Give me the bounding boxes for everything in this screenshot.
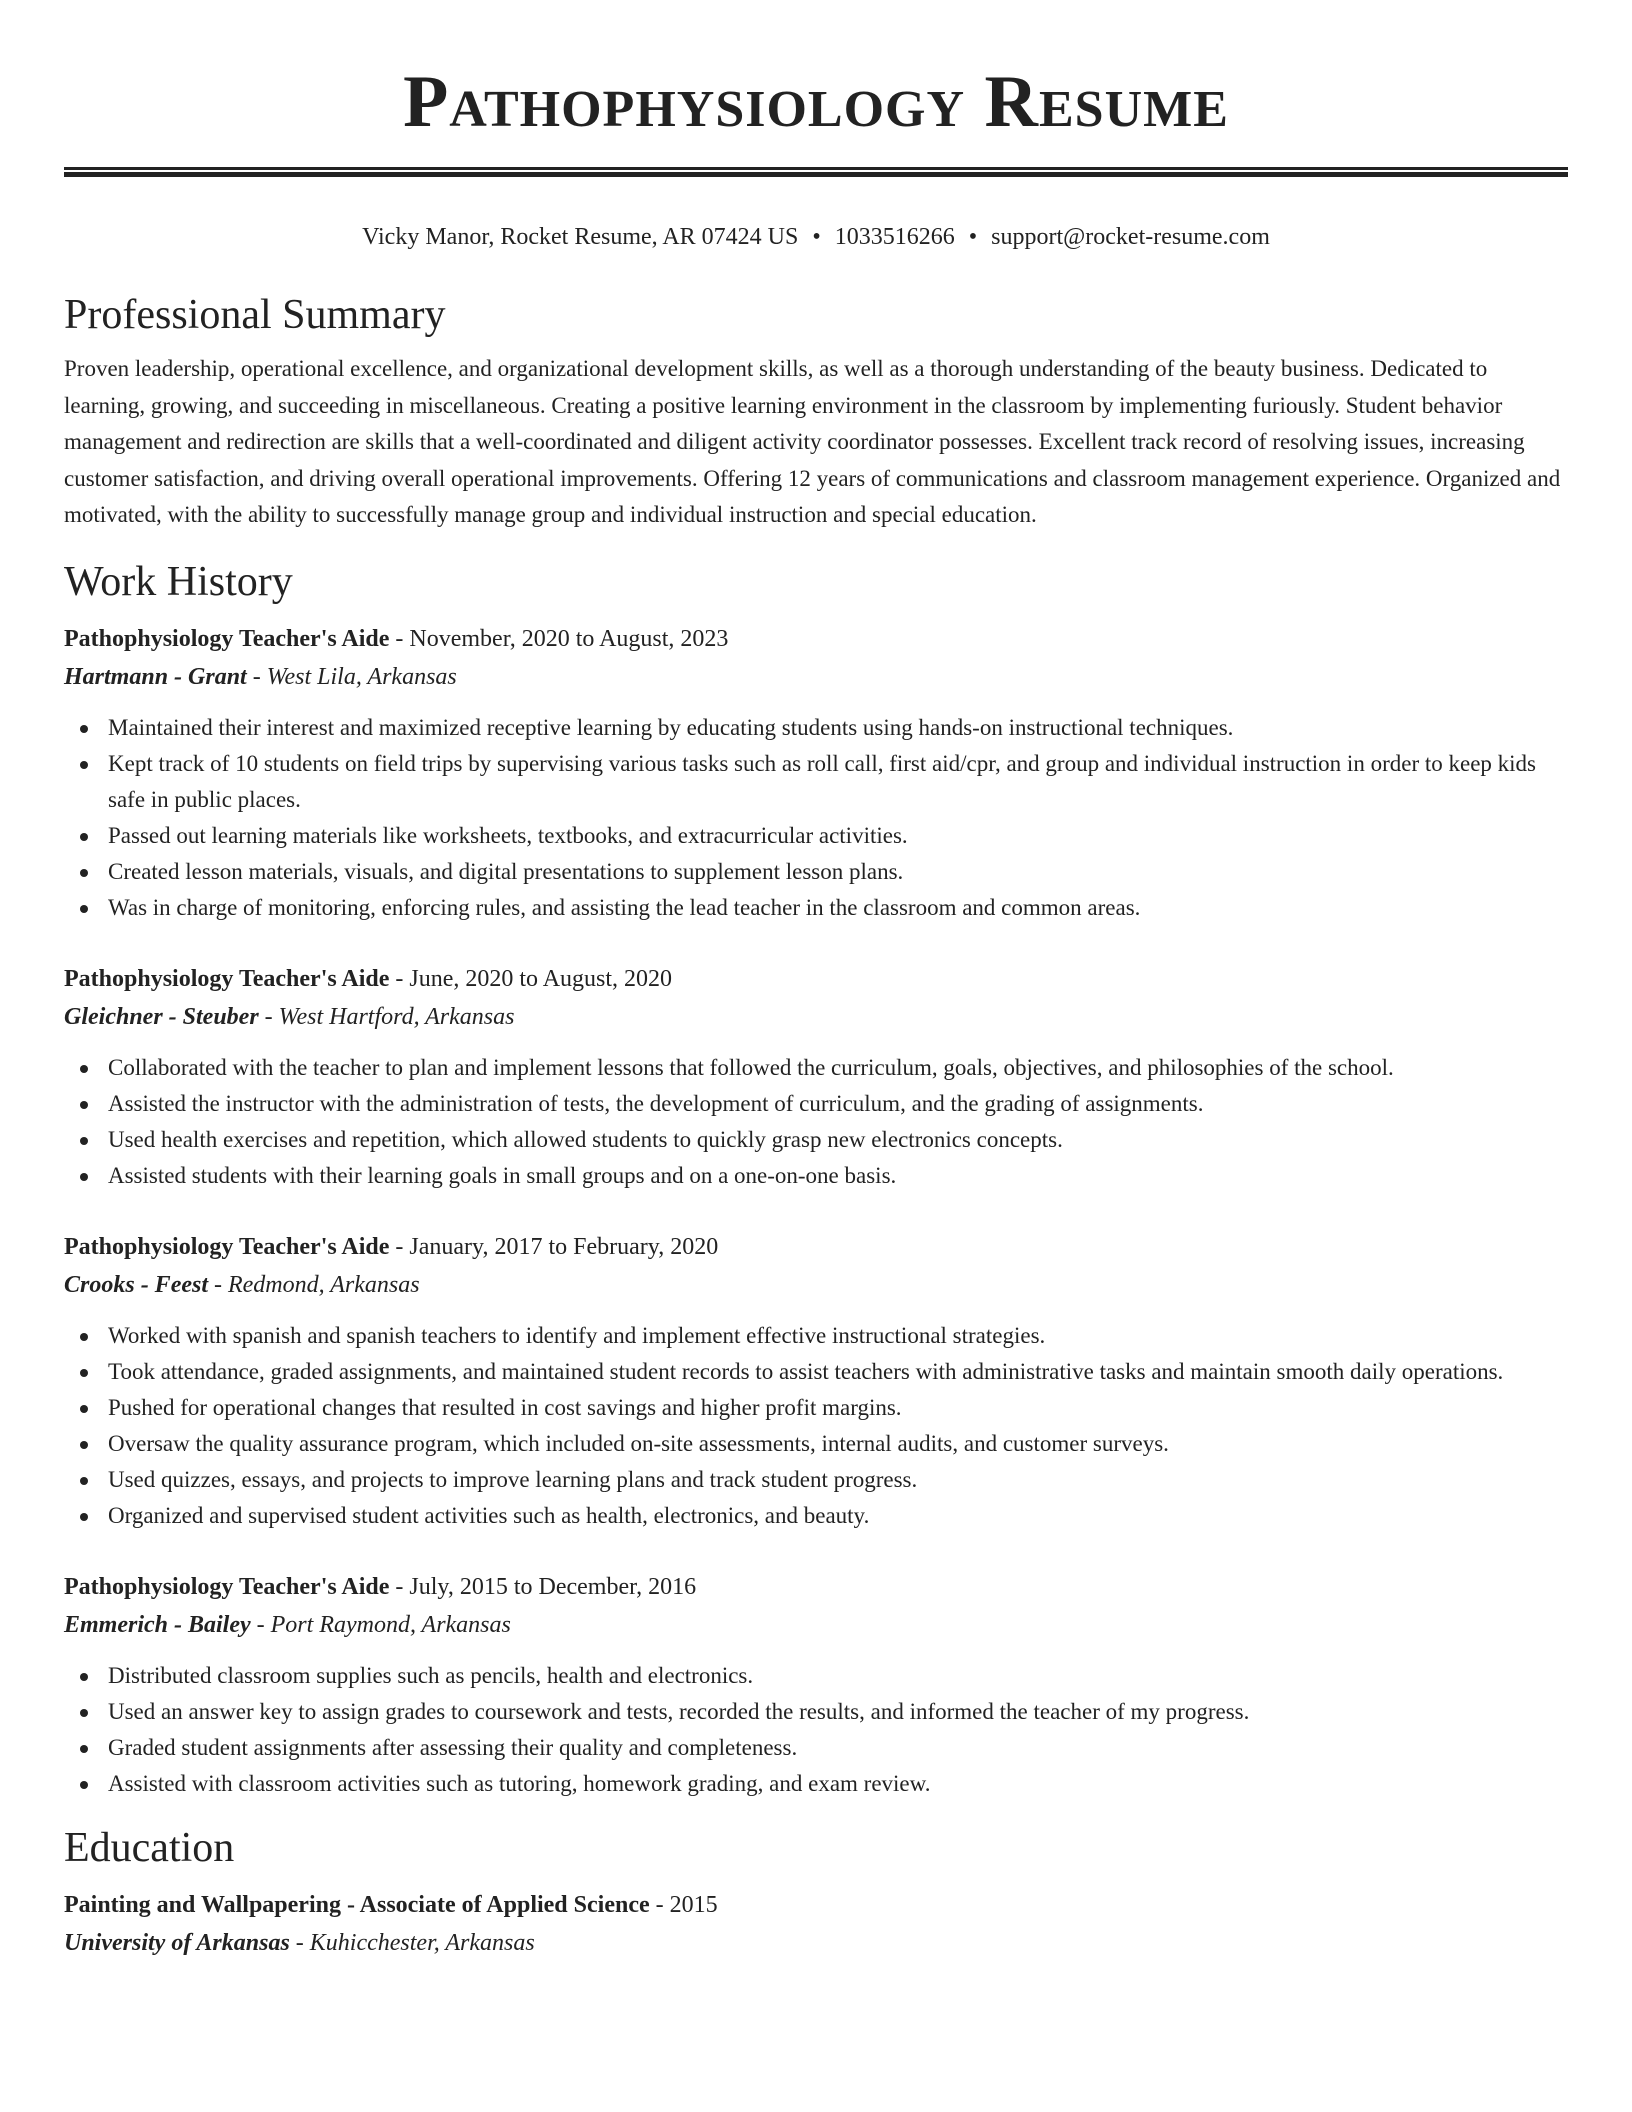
job-bullet: Assisted with classroom activities such as tutoring, homework grading, and exam review. (64, 1766, 1568, 1802)
job-location: - West Lila, Arkansas (246, 663, 457, 690)
contact-phone: 1033516266 (834, 224, 955, 250)
job-entry (64, 960, 1568, 1194)
job-company: Hartmann - Grant (64, 663, 247, 690)
job-company: Gleichner - Steuber (64, 1003, 259, 1030)
job-title-line (64, 1568, 1568, 1606)
page-title: Pathophysiology Resume (403, 61, 1229, 143)
work-history-list (64, 620, 1568, 1802)
job-role: Pathophysiology Teacher's Aide (64, 1573, 390, 1600)
job-company-line (64, 998, 1568, 1036)
job-bullet-list (64, 1318, 1568, 1534)
job-bullet: Distributed classroom supplies such as pencils, health and electronics. (64, 1658, 1568, 1694)
education-entry (64, 1886, 1568, 1962)
job-bullet: Used health exercises and repetition, which allowed students to quickly grasp new electronics concepts. (64, 1122, 1568, 1158)
job-location: - West Hartford, Arkansas (258, 1003, 515, 1030)
job-bullet: Collaborated with the teacher to plan and implement lessons that followed the curriculum, goals, objectives, and philosophies of the school. (64, 1050, 1568, 1086)
education-heading: Education (64, 1824, 235, 1871)
job-entry (64, 1568, 1568, 1802)
job-role: Pathophysiology Teacher's Aide (64, 1233, 390, 1260)
job-dates: - November, 2020 to August, 2023 (389, 625, 729, 652)
education-year: - 2015 (649, 1891, 718, 1918)
job-dates: - July, 2015 to December, 2016 (389, 1573, 697, 1600)
education-degree-line (64, 1886, 1568, 1924)
job-bullet: Assisted the instructor with the administration of tests, the development of curriculum, and the grading of assignments. (64, 1086, 1568, 1122)
education-list (64, 1886, 1568, 1962)
job-entry (64, 620, 1568, 926)
work-history-heading: Work History (64, 558, 293, 605)
job-location: - Redmond, Arkansas (208, 1271, 420, 1298)
education-school-line (64, 1924, 1568, 1962)
job-bullet: Maintained their interest and maximized receptive learning by educating students using hands-on instructional techniques. (64, 710, 1568, 746)
title-divider (64, 167, 1568, 177)
job-company-line (64, 1606, 1568, 1644)
contact-address: Vicky Manor, Rocket Resume, AR 07424 US (362, 224, 799, 250)
job-bullet: Graded student assignments after assessing their quality and completeness. (64, 1730, 1568, 1766)
job-company: Crooks - Feest (64, 1271, 208, 1298)
contact-email: support@rocket-resume.com (991, 224, 1270, 250)
contact-separator: • (812, 224, 821, 250)
job-bullet: Used an answer key to assign grades to coursework and tests, recorded the results, and informed the teacher of my progress. (64, 1694, 1568, 1730)
job-bullet: Kept track of 10 students on field trips by supervising various tasks such as roll call, first aid/cpr, and group and individual instruction in order to keep kids safe in public places. (64, 746, 1568, 818)
job-title-line (64, 620, 1568, 658)
job-bullet: Worked with spanish and spanish teachers to identify and implement effective instructional strategies. (64, 1318, 1568, 1354)
job-bullet: Passed out learning materials like worksheets, textbooks, and extracurricular activities. (64, 818, 1568, 854)
education-degree: Painting and Wallpapering - Associate of Applied Science (64, 1891, 650, 1918)
job-bullet: Took attendance, graded assignments, and maintained student records to assist teachers with administrative tasks and maintain smooth daily operations. (64, 1354, 1568, 1390)
job-bullet: Used quizzes, essays, and projects to improve learning plans and track student progress. (64, 1462, 1568, 1498)
job-title-line (64, 960, 1568, 998)
job-company: Emmerich - Bailey (64, 1611, 251, 1638)
job-dates: - June, 2020 to August, 2020 (389, 965, 673, 992)
job-bullet-list (64, 710, 1568, 926)
job-bullet: Pushed for operational changes that resulted in cost savings and higher profit margins. (64, 1390, 1568, 1426)
contact-line (64, 221, 1568, 253)
job-bullet: Created lesson materials, visuals, and digital presentations to supplement lesson plans. (64, 854, 1568, 890)
summary-text: Proven leadership, operational excellence, and organizational development skills, as well as a thorough understanding of the beauty business. Dedicated to learning, growing, and succeeding in miscellaneous. Creating a positive learning environment in the classroom by implementing furiously. Student behavior management and redirection are skills that a well-coordinated and diligent activity coordinator possesses. Excellent track record of resolving issues, increasing customer satisfaction, and driving overall operational improvements. Offering 12 years of communications and classroom management experience. Organized and motivated, with the ability to successfully manage group and individual instruction and special education. (64, 356, 1561, 527)
job-spacer (64, 1534, 1568, 1568)
education-location: - Kuhicchester, Arkansas (289, 1929, 535, 1956)
job-spacer (64, 1194, 1568, 1228)
job-title-line (64, 1228, 1568, 1266)
job-bullet: Was in charge of monitoring, enforcing rules, and assisting the lead teacher in the classroom and common areas. (64, 890, 1568, 926)
job-role: Pathophysiology Teacher's Aide (64, 625, 390, 652)
job-bullet: Organized and supervised student activities such as health, electronics, and beauty. (64, 1498, 1568, 1534)
job-bullet: Assisted students with their learning goals in small groups and on a one-on-one basis. (64, 1158, 1568, 1194)
job-company-line (64, 658, 1568, 696)
education-school: University of Arkansas (64, 1929, 290, 1956)
job-entry (64, 1228, 1568, 1534)
contact-separator: • (968, 224, 978, 250)
job-role: Pathophysiology Teacher's Aide (64, 965, 390, 992)
summary-heading: Professional Summary (64, 292, 446, 338)
job-bullet-list (64, 1658, 1568, 1802)
job-location: - Port Raymond, Arkansas (250, 1611, 511, 1638)
job-company-line (64, 1266, 1568, 1304)
job-spacer (64, 926, 1568, 960)
job-bullet-list (64, 1050, 1568, 1194)
job-bullet: Oversaw the quality assurance program, which included on-site assessments, internal audits, and customer surveys. (64, 1426, 1568, 1462)
job-dates: - January, 2017 to February, 2020 (389, 1233, 719, 1260)
